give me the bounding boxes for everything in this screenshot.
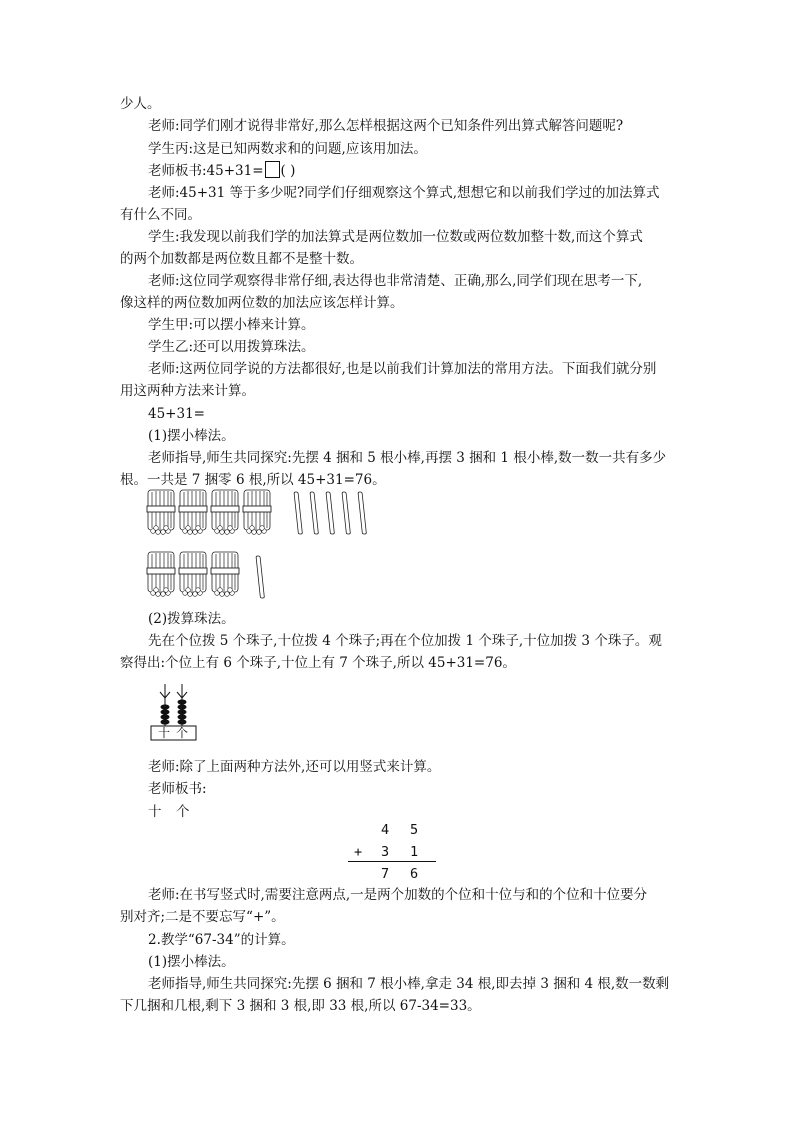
text-line: 老师:45+31 等于多少呢?同学们仔细观察这个算式,想想它和以前我们学过的加法算式 <box>148 185 660 201</box>
digit: 5 <box>410 822 419 838</box>
digit: 4 <box>381 822 390 838</box>
digit: 6 <box>410 866 419 882</box>
text-line: 学生甲:可以摆小棒来计算。 <box>148 317 315 333</box>
text-line: 老师:同学们刚才说得非常好,那么怎样根据这两个已知条件列出算式解答问题呢? <box>148 118 624 134</box>
section-heading: 2.教学“67-34”的计算。 <box>148 932 295 948</box>
stick-bundles-row2 <box>147 552 239 596</box>
text-line: (1)摆小棒法。 <box>148 428 235 444</box>
text-line: 别对齐;二是不要忘写“+”。 <box>120 909 285 925</box>
sticks-illustration <box>140 484 440 614</box>
text-line: 45+31= <box>148 406 205 422</box>
text-line: 先在个位拨 5 个珠子,十位拨 4 个珠子;再在个位加拨 1 个珠子,十位加拨 3 个珠子。观 <box>148 633 662 649</box>
text-line: 像这样的两位数加两位数的加法应该怎样计算。 <box>120 295 404 311</box>
text-line: 的两个加数都是两位数且都不是整十数。 <box>120 251 363 267</box>
sum-line <box>348 861 436 862</box>
text-line: 老师指导,师生共同探究:先摆 6 捆和 7 根小棒,拿走 34 根,即去掉 3 捆和 4 根,数一数剩 <box>148 976 670 992</box>
text-line: (1)摆小棒法。 <box>148 954 235 970</box>
text-line: 察得出:个位上有 6 个珠子,十位上有 7 个珠子,所以 45+31=76。 <box>120 655 516 671</box>
text-line: (2)拨算珠法。 <box>148 611 235 627</box>
ones-beads <box>178 699 187 724</box>
digit: 3 <box>381 844 390 860</box>
text-line: 老师:除了上面两种方法外,还可以用竖式来计算。 <box>148 759 441 775</box>
abacus-ones-label: 个 <box>176 726 189 740</box>
place-label-ones: 个 <box>176 804 190 820</box>
text-line: 老师板书: <box>148 781 207 797</box>
text-line: 用这两种方法来计算。 <box>120 383 255 399</box>
text-line: 根。一共是 7 捆零 6 根,所以 45+31=76。 <box>120 472 386 488</box>
text-line: 学生:我发现以前我们学的加法算式是两位数加一位数或两位数加整十数,而这个算式 <box>148 229 643 245</box>
digit: 7 <box>381 866 390 882</box>
single-sticks-row1 <box>294 492 366 534</box>
text-line: 少人。 <box>120 96 161 112</box>
stick-bundles-row1 <box>147 490 271 534</box>
blackboard-line <box>148 160 295 182</box>
abacus-illustration <box>150 682 210 742</box>
text-line: 老师:这位同学观察得非常仔细,表达得也非常清楚、正确,那么,同学们现在思考一下, <box>148 273 643 289</box>
plus-sign: + <box>354 844 363 860</box>
text-line: 老师:在书写竖式时,需要注意两点,一是两个加数的个位和十位与和的个位和十位要分 <box>148 887 648 903</box>
answer-paren: ( ) <box>280 163 296 179</box>
text-line: 老师指导,师生共同探究:先摆 4 捆和 5 根小棒,再摆 3 捆和 1 根小棒,数一数一共有多少 <box>148 450 667 466</box>
answer-box <box>265 161 280 178</box>
single-sticks-row2 <box>256 556 264 598</box>
text-line: 学生丙:这是已知两数求和的问题,应该用加法。 <box>148 141 427 157</box>
place-label-tens: 十 <box>148 804 162 820</box>
text-line: 老师:这两位同学说的方法都很好,也是以前我们计算加法的常用方法。下面我们就分别 <box>148 361 657 377</box>
blackboard-label: 老师板书:45+31= <box>148 163 264 179</box>
digit: 1 <box>410 844 419 860</box>
abacus-tens-label: 十 <box>158 726 171 740</box>
text-line: 有什么不同。 <box>120 207 201 223</box>
text-line: 学生乙:还可以用拨算珠法。 <box>148 339 315 355</box>
tens-beads <box>161 704 170 724</box>
text-line: 下几捆和几根,剩下 3 捆和 3 根,即 33 根,所以 67-34=33。 <box>120 998 481 1014</box>
